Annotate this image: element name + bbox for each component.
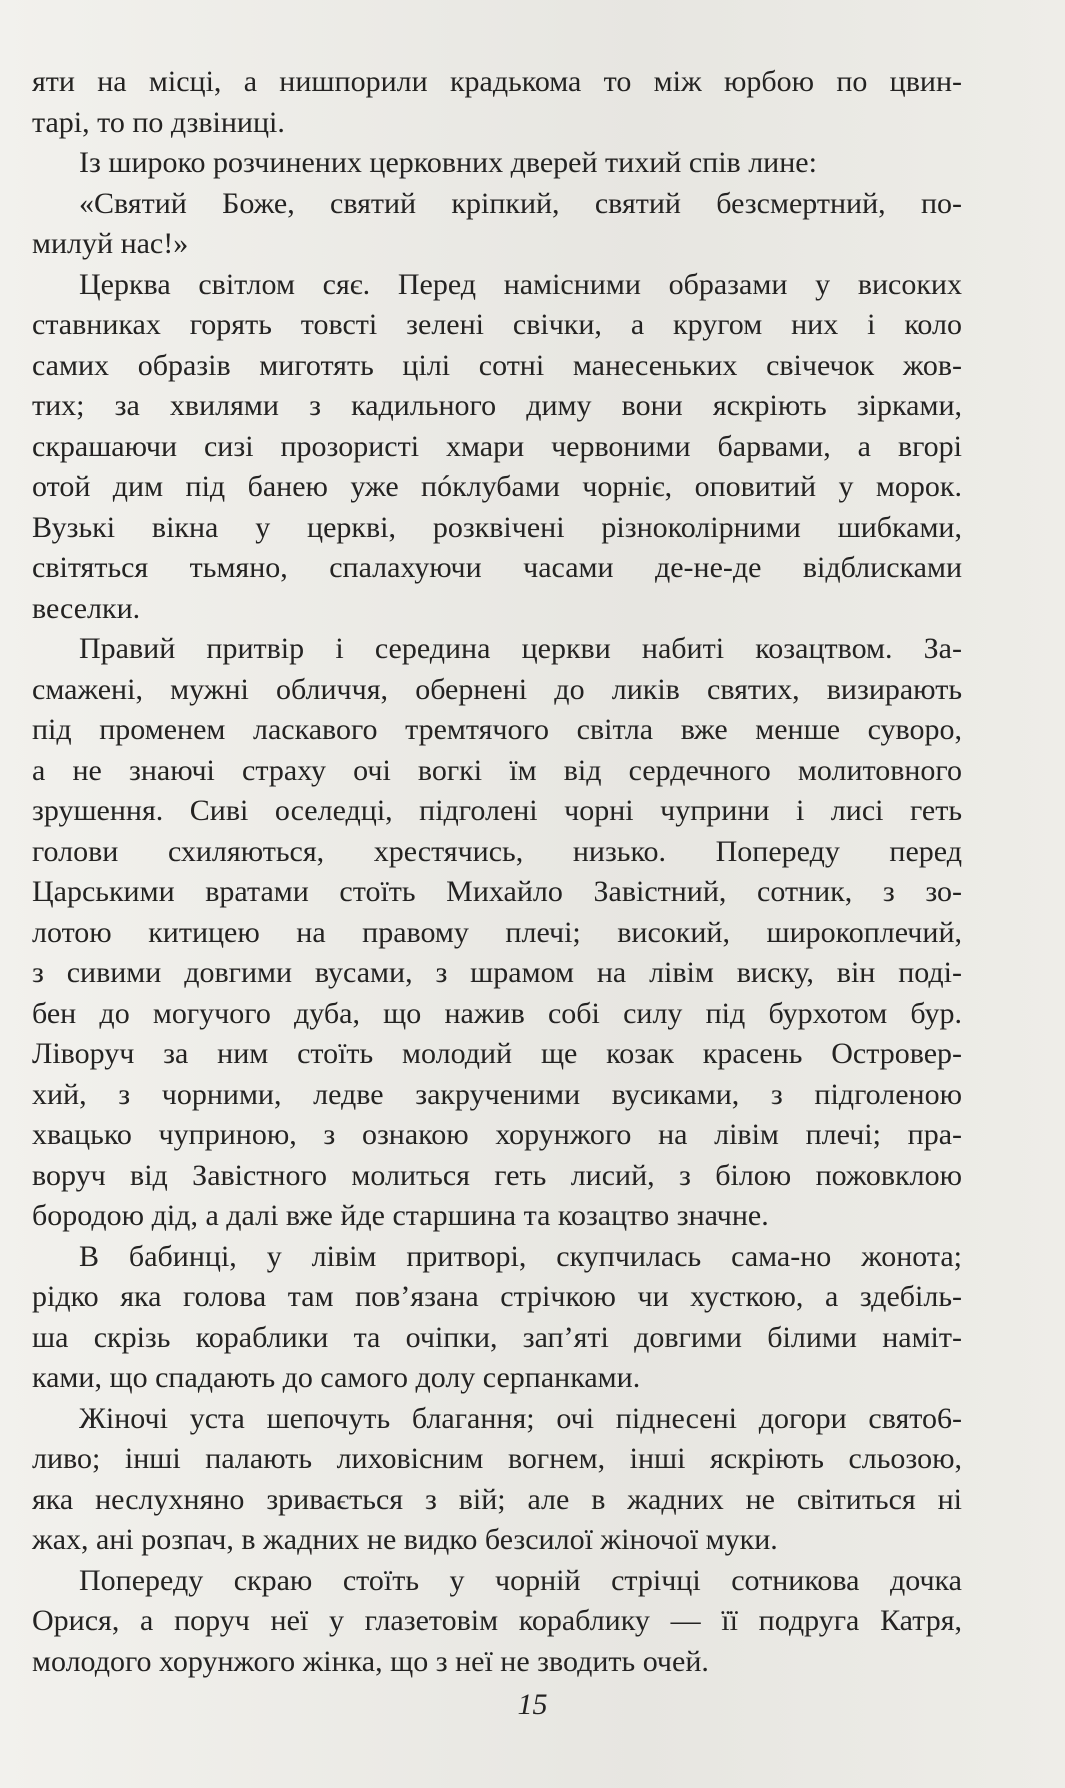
text-line: тих; за хвилями з кадильного диму вони яскріють зірками, (32, 389, 962, 422)
text-line: Правий притвір і середина церкви набиті козацтвом. За- (79, 632, 962, 665)
text-line: бен до могучого дуба, що нажив собі силу під бурхотом бур. (32, 996, 962, 1030)
text-line: зрушення. Сиві оселедці, підголені чорні чуприни і лисі геть (32, 794, 962, 827)
body-text (32, 62, 962, 1682)
text-line: веселки. (32, 591, 141, 625)
text-line: а не знаючі страху очі вогкі їм від сердечного молитовного (32, 753, 962, 787)
text-line: отой дим під банею уже пóклубами чорніє, оповитий у морок. (32, 470, 962, 503)
text-line: бородою дід, а далі вже йде старшина та козацтво значне. (32, 1199, 769, 1232)
text-line: Вузькі вікна у церкві, розквічені різноколірними шибками, (32, 510, 962, 544)
text-line: з сивими довгими вусами, з шрамом на лівім виску, він поді- (32, 956, 962, 989)
text-line: Церква світлом сяє. Перед намісними образами у високих (79, 267, 962, 301)
text-line: лотою китицею на правому плечі; високий, широкоплечий, (32, 915, 962, 949)
text-line: голови схиляються, хрестячись, низько. Попереду перед (32, 834, 962, 868)
text-line: рідко яка голова там пов’язана стрічкою чи хусткою, а здебіль- (32, 1280, 962, 1313)
text-line: яти на місці, а нишпорили крадькома то між юрбою по цвин- (32, 65, 962, 98)
text-line: воруч від Завістного молиться геть лисий, з білою пожовклою (32, 1158, 962, 1192)
text-line: Із широко розчинених церковних дверей тихий спів лине: (79, 146, 817, 179)
text-line: яка неслухняно зривається з вій; але в жадних не світиться ні (32, 1482, 962, 1516)
text-line: Жіночі уста шепочуть благання; очі піднесені догори свято6- (79, 1401, 962, 1435)
text-line: молодого хорунжого жінка, що з неї не зводить очей. (32, 1644, 709, 1678)
text-line: хвацько чуприною, з ознакою хорунжого на лівім плечі; пра- (32, 1118, 962, 1151)
text-line: Орися, а поруч неї у глазетовім кораблику — її подруга Катря, (32, 1604, 962, 1637)
text-line: світяться тьмяно, спалахуючи часами де-не-де відблисками (32, 551, 962, 584)
text-line: Ліворуч за ним стоїть молодий ще козак красень Островер- (32, 1037, 962, 1070)
text-line: смажені, мужні обличчя, обернені до ликів святих, визирають (32, 672, 962, 706)
text-line: В бабинці, у лівім притворі, скупчилась сама-но жонота; (79, 1239, 962, 1273)
text-line: під променем ласкавого тремтячого світла вже менше суворо, (32, 713, 962, 746)
text-line: хий, з чорними, ледве закрученими вусиками, з підголеною (32, 1077, 962, 1111)
page-number: 15 (517, 1688, 548, 1721)
text-line: ливо; інші палають лиховісним вогнем, інші яскріють сльозою, (32, 1442, 962, 1475)
text-line: Царськими вратами стоїть Михайло Завістний, сотник, з зо- (32, 875, 962, 908)
text-line: тарі, то по дзвіниці. (32, 105, 285, 139)
text-line: ками, що спадають до самого долу серпанками. (32, 1361, 641, 1394)
text-line: ша скрізь кораблики та очіпки, зап’яті довгими білими наміт- (32, 1320, 962, 1354)
text-line: «Святий Боже, святий кріпкий, святий безсмертний, по- (79, 186, 962, 220)
text-line: жах, ані розпач, в жадних не видко безсилої жіночої муки. (32, 1523, 778, 1556)
text-line: милуй нас!» (32, 227, 189, 260)
text-line: ставниках горять товсті зелені свічки, а кругом них і коло (32, 308, 962, 341)
text-line: скрашаючи сизі прозористі хмари червоними барвами, а вгорі (32, 429, 962, 463)
text-line: самих образів миготять цілі сотні манесеньких свічечок жов- (32, 348, 962, 382)
text-line: Попереду скраю стоїть у чорній стрічці сотникова дочка (79, 1563, 962, 1597)
